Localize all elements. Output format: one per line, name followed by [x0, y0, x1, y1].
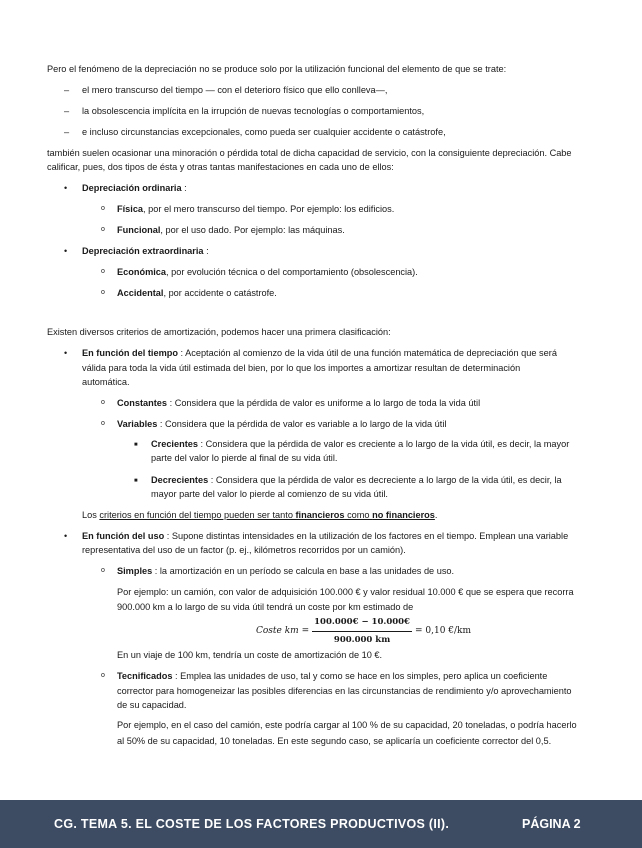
formula-fraction: [312, 615, 412, 647]
paragraph-line: también suelen ocasionar una minoración o pérdida total de dicha capacidad de servicio, con la consiguiente depreciación. Cabe: [47, 148, 572, 158]
list-item: [117, 223, 345, 238]
desc: : Considera que la pérdida de valor es decreciente a lo largo de la vida útil, es decir, la: [208, 475, 562, 485]
paragraph-line: mayor parte del valor lo pierde al comienzo de su vida útil.: [151, 489, 388, 499]
desc: : la amortización en un período se calcula en base a las unidades de uso.: [152, 566, 455, 576]
dash-item: la obsolescencia implícita en la irrupción de nuevas tecnologías o comportamientos,: [82, 106, 425, 116]
paragraph-line: Por ejemplo: un camión, con valor de adquisición 100.000 € y valor residual 10.000 € que se espera que recorra: [117, 587, 574, 597]
desc: : Emplea las unidades de uso, tal y como se hace en los simples, pero aplica un coeficiente: [172, 671, 548, 681]
circle-bullet-icon: o: [101, 399, 105, 406]
formula-denominator: 900.000 km: [333, 634, 391, 645]
note-text: como: [344, 510, 373, 520]
term: En función del tiempo: [82, 348, 178, 358]
desc: , por el mero transcurso del tiempo. Por ejemplo: los edificios.: [143, 204, 395, 214]
term: En función del uso: [82, 531, 165, 541]
desc: : Aceptación al comienzo de la vida útil de una función matemática de depreciación que será: [177, 348, 557, 358]
list-item: [117, 265, 418, 280]
dash-marker: –: [64, 127, 70, 137]
square-bullet-icon: ■: [134, 478, 138, 484]
note-text: Los: [82, 510, 100, 520]
paragraph-line: En un viaje de 100 km, tendría un coste de amortización de 10 €.: [117, 650, 383, 660]
list-item-simples: [117, 564, 454, 579]
list-item-crecientes: [151, 437, 569, 452]
term: Funcional: [117, 225, 161, 235]
paragraph-line: calificar, pues, dos tipos de ésta y otras tantas manifestaciones en cada uno de ellos:: [47, 162, 394, 172]
circle-bullet-icon: o: [101, 420, 105, 427]
formula: [256, 617, 471, 645]
desc: , por evolución técnica o del comportamiento (obsolescencia).: [166, 267, 418, 277]
term: Accidental: [117, 288, 164, 298]
formula-rhs: = 0,10 €/km: [414, 625, 472, 636]
desc: : Supone distintas intensidades en la utilización de los factores en el tiempo. Emplean una variable: [164, 531, 569, 541]
list-item-func-uso: [82, 529, 568, 544]
suffix: :: [181, 183, 187, 193]
dash-marker: –: [64, 85, 70, 95]
dash-item: e incluso circunstancias excepcionales, como pueda ser cualquier accidente o catástrofe,: [82, 127, 446, 137]
list-item-tecnificados: [117, 669, 547, 684]
term: Simples: [117, 566, 153, 576]
paragraph-line: representativa del uso de un factor (p. ej., kilómetros recorridos por un camión).: [82, 545, 406, 555]
paragraph-line: corrector para homogeneizar las posibles diferencias en las circunstancias de rendimiento y/o aprovechamiento: [117, 686, 572, 696]
term: Decrecientes: [151, 475, 209, 485]
bullet-icon: •: [64, 246, 68, 256]
term: Económica: [117, 267, 167, 277]
desc: , por el uso dado. Por ejemplo: las máquinas.: [160, 225, 345, 235]
page-footer: [0, 800, 642, 848]
suffix: :: [203, 246, 209, 256]
formula-numerator: 100.000€ − 10.000€: [312, 615, 412, 632]
paragraph-line: al 50% de su capacidad, 10 toneladas. En este segundo caso, se aplicaría un coeficiente corrector del 0,5.: [117, 736, 552, 746]
criteria-intro: Existen diversos criterios de amortización, podemos hacer una primera clasificación:: [47, 327, 391, 337]
list-item-dep-ordinaria: [82, 181, 187, 196]
term: Variables: [117, 419, 158, 429]
note-text: no financieros: [372, 510, 435, 520]
list-item: [117, 202, 394, 217]
dash-item: el mero transcurso del tiempo — con el deterioro físico que ello conlleva—,: [82, 85, 388, 95]
term: Depreciación extraordinaria: [82, 246, 204, 256]
paragraph-line: parte del valor lo pierde al final de su vida útil.: [151, 453, 338, 463]
term: Física: [117, 204, 144, 214]
note-text: financieros: [295, 510, 345, 520]
criteria-note: [82, 508, 437, 523]
list-item-variables: [117, 417, 446, 432]
page-number: PÁGINA 2: [522, 817, 581, 831]
paragraph-line: automática.: [82, 377, 130, 387]
note-text: criterios en función del tiempo pueden ser tanto: [99, 510, 296, 520]
list-item: [117, 286, 277, 301]
circle-bullet-icon: o: [101, 205, 105, 212]
circle-bullet-icon: o: [101, 672, 105, 679]
paragraph-line: Por ejemplo, en el caso del camión, este podría cargar al 100 % de su capacidad, 20 toneladas, o podría hacerlo: [117, 720, 577, 730]
list-item-decrecientes: [151, 473, 562, 488]
list-item-func-tiempo: [82, 346, 557, 361]
bullet-icon: •: [64, 531, 68, 541]
list-item-constantes: [117, 396, 480, 411]
footer-title: CG. TEMA 5. EL COSTE DE LOS FACTORES PRODUCTIVOS (II).: [54, 817, 450, 831]
formula-lhs: Coste km =: [256, 625, 310, 636]
term: Tecnificados: [117, 671, 173, 681]
term: Constantes: [117, 398, 168, 408]
desc: : Considera que la pérdida de valor es variable a lo largo de la vida útil: [157, 419, 447, 429]
desc: : Considera que la pérdida de valor es creciente a lo largo de la vida útil, es decir, la mayor: [197, 439, 570, 449]
bullet-icon: •: [64, 348, 68, 358]
desc: : Considera que la pérdida de valor es uniforme a lo largo de toda la vida útil: [167, 398, 481, 408]
note-text: .: [434, 510, 438, 520]
paragraph-line: 900.000 km a lo largo de su vida útil tendrá un coste por km estimado de: [117, 602, 414, 612]
list-item-dep-extraordinaria: [82, 244, 209, 259]
square-bullet-icon: ■: [134, 442, 138, 448]
term: Crecientes: [151, 439, 198, 449]
circle-bullet-icon: o: [101, 289, 105, 296]
dash-marker: –: [64, 106, 70, 116]
circle-bullet-icon: o: [101, 567, 105, 574]
paragraph-line: de su capacidad.: [117, 700, 187, 710]
term: Depreciación ordinaria: [82, 183, 182, 193]
circle-bullet-icon: o: [101, 226, 105, 233]
bullet-icon: •: [64, 183, 68, 193]
desc: , por accidente o catástrofe.: [163, 288, 277, 298]
intro-paragraph: Pero el fenómeno de la depreciación no se produce solo por la utilización funcional del elemento de que se trate:: [47, 64, 507, 74]
circle-bullet-icon: o: [101, 268, 105, 275]
paragraph-line: válida para toda la vida útil estimada del bien, por lo que los importes a amortizar resultan de determinación: [82, 363, 521, 373]
